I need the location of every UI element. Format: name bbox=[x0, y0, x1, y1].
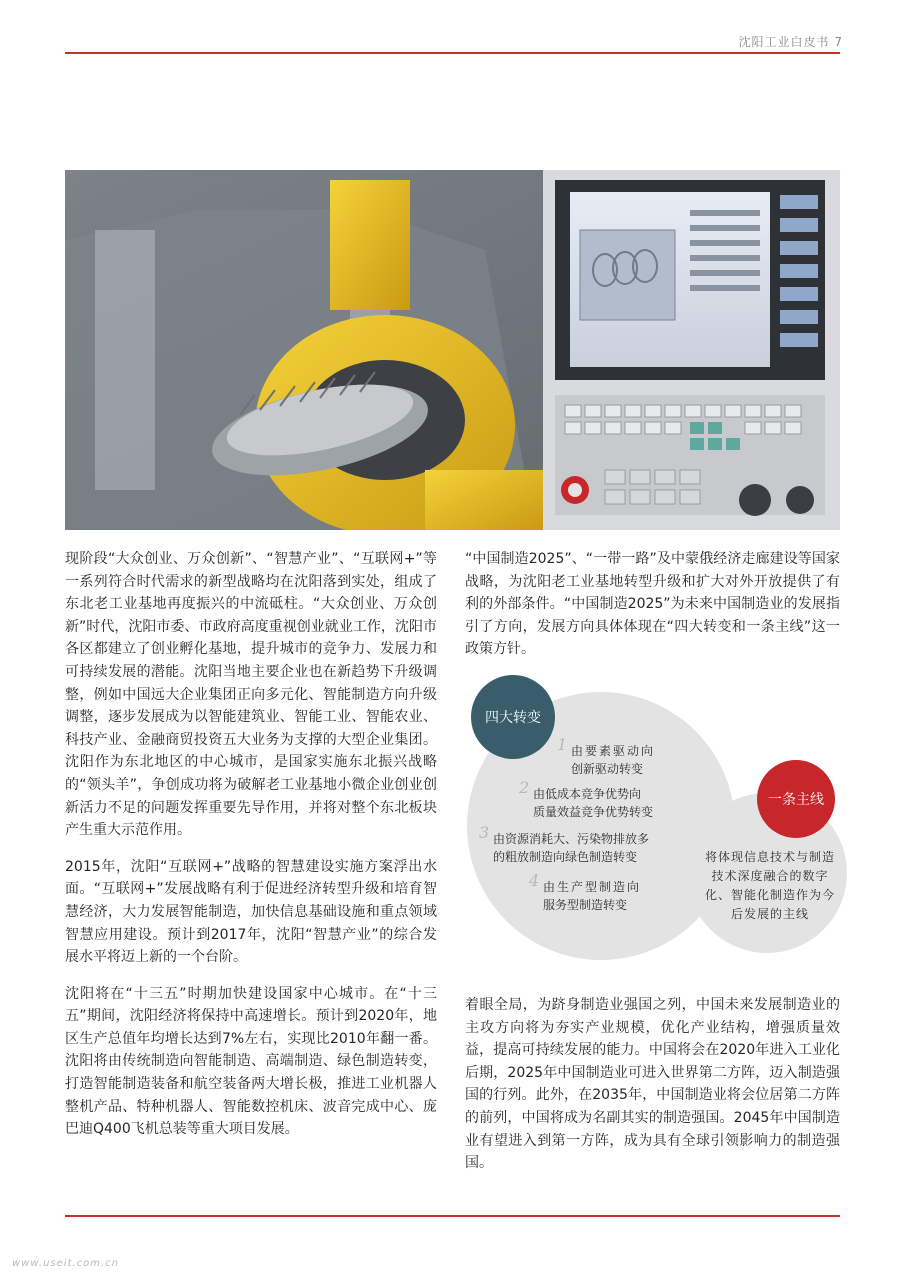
right-paragraph-2: 着眼全局，为跻身制造业强国之列，中国未来发展制造业的主攻方向将为夯实产业规模，优化产业结构，增强质量效益，提高可持续发展的能力。中国将会在2020年进入工业化后期，2025年中国制造业可进入世界第二方阵，迈入制造强国的行列。此外，在2035年，中国制造业将会位居第二方阵的前列，中国将成为名副其实的制造强国。2045年中国制造业有望进入到第一方阵，成为具有全球引领影响力的制造强国。 bbox=[465, 997, 840, 1172]
main-line-text: 将体现信息技术与制造技术深度融合的数字化、智能化制造作为今后发展的主线 bbox=[704, 850, 835, 921]
item-line-2: 质量效益竞争优势转变 bbox=[533, 805, 654, 819]
watermark: www.useit.com.cn bbox=[12, 1258, 120, 1269]
item-line-1: 由资源消耗大、污染物排放多 bbox=[493, 832, 650, 846]
four-changes-badge: 四大转变 bbox=[471, 675, 555, 759]
page-header: 沈阳工业白皮书 7 bbox=[738, 35, 843, 49]
left-column bbox=[65, 548, 437, 1155]
item-number: 1 bbox=[557, 735, 568, 754]
change-item-3 bbox=[479, 823, 650, 866]
left-paragraph-3: 沈阳将在“十三五”时期加快建设国家中心城市。在“十三五”期间，沈阳经济将保持中高速增长。预计到2020年，地区生产总值年均增长达到7%左右，实现比2010年翻一番。沈阳将由传统制造向智能制造、高端制造、绿色制造转变，打造智能制造装备和航空装备两大增长极，推进工业机器人整机产品、特种机器人、智能数控机床、波音完成中心、庞巴迪Q400飞机总装等重大项目发展。 bbox=[65, 985, 437, 1138]
item-line-2: 创新驱动转变 bbox=[571, 762, 644, 776]
change-item-4 bbox=[529, 871, 642, 914]
left-paragraph-1: 现阶段“大众创业、万众创新”、“智慧产业”、“互联网+”等一系列符合时代需求的新型战略均在沈阳落到实处，组成了东北老工业基地再度振兴的中流砥柱。“大众创业、万众创新”时代，沈阳市委、市政府高度重视创业就业工作，沈阳市各区都建立了创业孵化基地，提升城市的竞争力、发展力和可持续发展的潜能。沈阳当地主要企业也在新趋势下升级调整，例如中国远大企业集团正向多元化、智能制造方向升级调整，逐步发展成为以智能建筑业、智能工业、智能农业、科技产业、金融商贸投资五大业务为支撑的大型企业集团。沈阳作为东北地区的中心城市，是国家实施东北振兴战略的“领头羊”，争创成功将为破解老工业基地小微企业创业创新活力不足的问题发挥重要先导作用，并将对整个东北板块产生重大示范作用。 bbox=[65, 551, 437, 839]
main-line-badge: 一条主线 bbox=[757, 760, 835, 838]
item-line-1: 由生产型制造向 bbox=[543, 880, 642, 894]
right-column-bottom bbox=[465, 994, 840, 1189]
item-line-1: 由要素驱动向 bbox=[571, 744, 656, 758]
header-divider bbox=[65, 52, 840, 54]
policy-diagram bbox=[465, 670, 845, 970]
right-column-top bbox=[465, 548, 840, 675]
item-line-1: 由低成本竞争优势向 bbox=[533, 787, 642, 801]
right-paragraph-1: “中国制造2025”、“一带一路”及中蒙俄经济走廊建设等国家战略，为沈阳老工业基地转型升级和扩大对外开放提供了有利的外部条件。“中国制造2025”为未来中国制造业的发展指引了方向，发展方向具体体现在“四大转变和一条主线”这一政策方针。 bbox=[465, 551, 840, 658]
item-number: 3 bbox=[479, 823, 490, 842]
footer-divider bbox=[65, 1215, 840, 1217]
left-paragraph-2: 2015年，沈阳“互联网+”战略的智慧建设实施方案浮出水面。“互联网+”发展战略有利于促进经济转型升级和培育智慧经济，大力发展智能制造，加快信息基础设施和重点领域智慧应用建设。预计到2017年，沈阳“智慧产业”的综合发展水平将迈上新的一个台阶。 bbox=[65, 858, 437, 966]
item-line-2: 服务型制造转变 bbox=[543, 898, 628, 912]
item-number: 2 bbox=[519, 778, 530, 797]
cnc-machine-photo bbox=[65, 170, 840, 530]
item-number: 4 bbox=[529, 871, 540, 890]
item-line-2: 的粗放制造向绿色制造转变 bbox=[493, 850, 638, 864]
change-item-1 bbox=[557, 735, 656, 778]
change-item-2 bbox=[519, 778, 654, 821]
